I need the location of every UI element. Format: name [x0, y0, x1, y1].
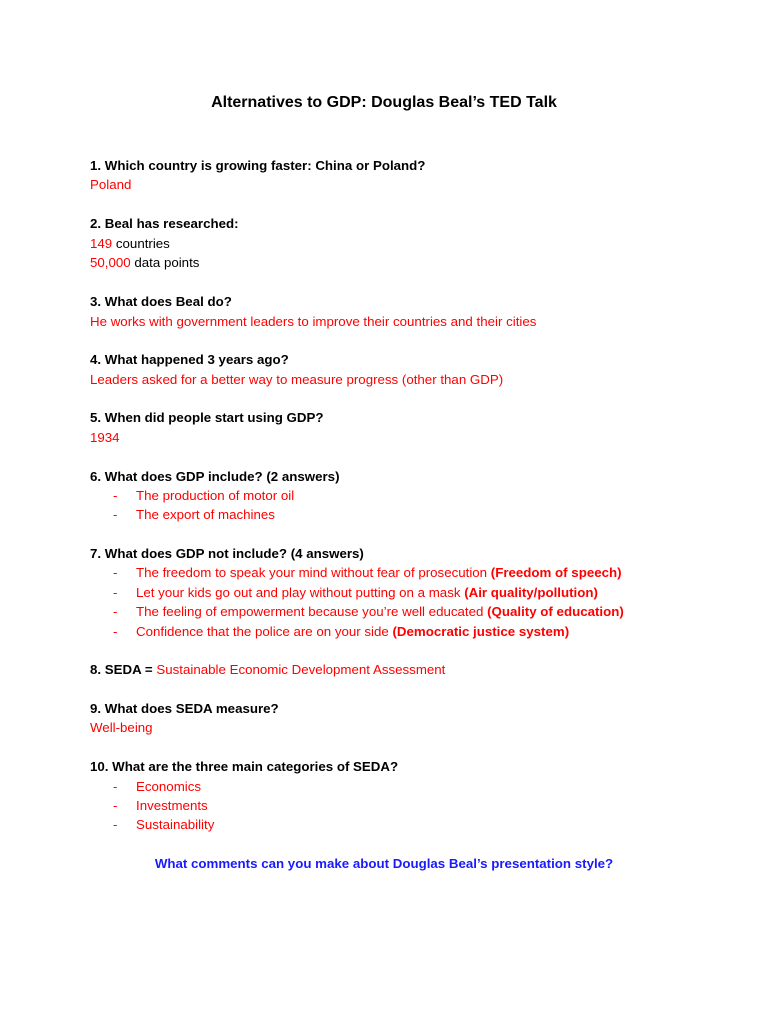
question-2: 2. Beal has researched:: [90, 216, 239, 231]
answer-2-line-1: [90, 235, 170, 253]
list-item-text: Investments: [136, 798, 208, 813]
list-item-text: The freedom to speak your mind without fear of prosecution: [136, 565, 491, 580]
bullet-dash: -: [113, 624, 118, 639]
page-title: Alternatives to GDP: Douglas Beal’s TED Talk: [211, 94, 557, 111]
answer-3: He works with government leaders to improve their countries and their cities: [90, 314, 537, 329]
bullet-dash: -: [113, 585, 118, 600]
answer-4: Leaders asked for a better way to measure progress (other than GDP): [90, 372, 504, 387]
answer-2-number-1: 149: [90, 236, 113, 251]
question-4: 4. What happened 3 years ago?: [90, 352, 289, 367]
bullet-dash: -: [113, 565, 118, 580]
question-5: 5. When did people start using GDP?: [90, 410, 324, 425]
bullet-dash: -: [113, 507, 118, 522]
list-item-category: (Democratic justice system): [392, 624, 570, 639]
answer-2-text-2: data points: [130, 255, 200, 270]
answer-9: Well-being: [90, 720, 153, 735]
question-9: 9. What does SEDA measure?: [90, 701, 279, 716]
question-8: [90, 661, 445, 679]
bullet-dash: -: [113, 779, 118, 794]
answer-8: Sustainable Economic Development Assessment: [156, 662, 446, 677]
list-item-text: Economics: [136, 779, 202, 794]
question-6: 6. What does GDP include? (2 answers): [90, 469, 340, 484]
answer-2-text-1: countries: [112, 236, 170, 251]
answer-5: 1934: [90, 430, 120, 445]
question-7: 7. What does GDP not include? (4 answers): [90, 546, 364, 561]
bullet-dash: -: [113, 604, 118, 619]
list-item-text: The production of motor oil: [136, 488, 295, 503]
list-item-text: Let your kids go out and play without putting on a mask: [136, 585, 465, 600]
discussion-prompt: What comments can you make about Douglas Beal’s presentation style?: [154, 856, 614, 871]
list-item-text: The export of machines: [136, 507, 275, 522]
question-8-label: 8. SEDA =: [90, 662, 157, 677]
list-item-text: The feeling of empowerment because you’re well educated: [136, 604, 488, 619]
bullet-dash: -: [113, 817, 118, 832]
list-item-text: Sustainability: [136, 817, 215, 832]
question-1: 1. Which country is growing faster: China or Poland?: [90, 158, 426, 173]
list-item-category: (Air quality/pollution): [464, 585, 598, 600]
question-10: 10. What are the three main categories of SEDA?: [90, 759, 399, 774]
list-item-category: (Quality of education): [487, 604, 624, 619]
bullet-dash: -: [113, 798, 118, 813]
bullet-dash: -: [113, 488, 118, 503]
answer-1: Poland: [90, 177, 132, 192]
question-3: 3. What does Beal do?: [90, 294, 232, 309]
answer-2-number-2: 50,000: [90, 255, 131, 270]
list-item-text: Confidence that the police are on your side: [136, 624, 393, 639]
answer-2-line-2: [90, 254, 199, 272]
list-item-category: (Freedom of speech): [490, 565, 622, 580]
